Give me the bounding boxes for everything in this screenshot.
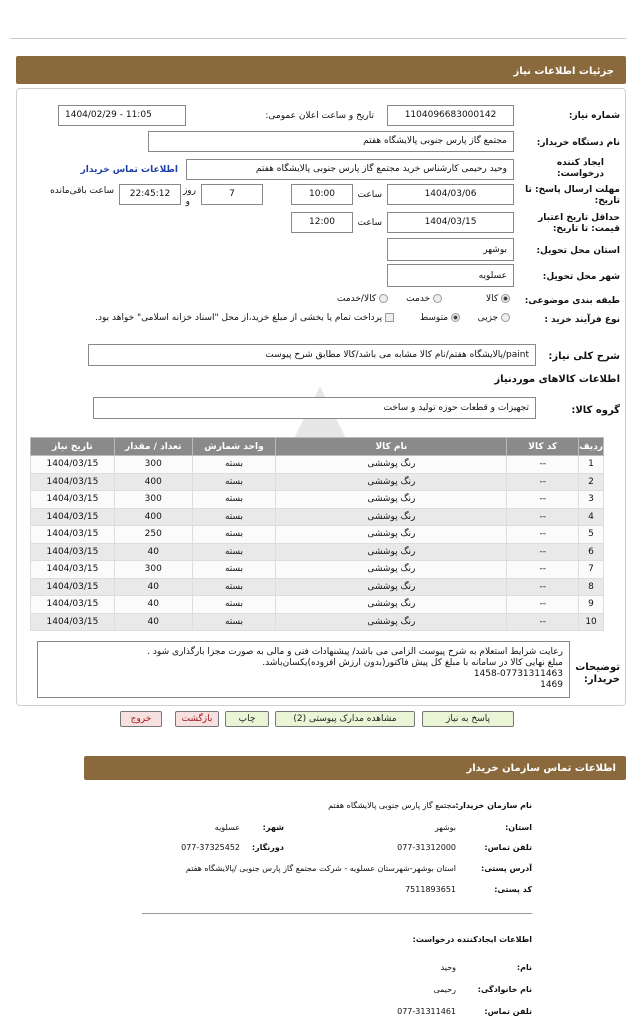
row-number-cell: 9 xyxy=(579,596,604,614)
unit-cell: بسته xyxy=(192,613,276,631)
item-name-cell: رنگ پوششی xyxy=(276,491,507,509)
col-date-header: تاریخ نیاز xyxy=(31,438,115,456)
price-validity-label: حداقل تاریخ اعتبار قیمت: تا تاریخ: xyxy=(538,213,620,234)
table-row xyxy=(31,526,604,544)
item-code-cell: -- xyxy=(507,473,579,491)
unit-cell: بسته xyxy=(192,543,276,561)
row-number-cell: 1 xyxy=(579,456,604,474)
days-label: روز xyxy=(182,186,196,196)
buyer-notes-line: رعایت شرایط استعلام به شرح پیوست الزامی می باشد/ پیشنهادات فنی و مالی به صورت مجزا بارگذاری شود . xyxy=(147,647,563,657)
contact-province-value: بوشهر xyxy=(434,823,456,832)
item-code-cell: -- xyxy=(507,491,579,509)
items-table-body xyxy=(31,456,604,631)
need-date-cell: 1404/03/15 xyxy=(31,561,115,579)
radio-icon xyxy=(433,294,442,303)
creator-phone-value: 077-31311461 xyxy=(397,1007,456,1016)
unit-cell: بسته xyxy=(192,456,276,474)
creator-name-label: نام: xyxy=(516,963,532,972)
col-unit-header: واحد شمارش xyxy=(192,438,276,456)
table-row xyxy=(31,508,604,526)
contact-province-label: استان: xyxy=(505,823,532,832)
creator-name-value: وحید xyxy=(440,963,456,972)
and-label: و xyxy=(185,197,190,207)
item-code-cell: -- xyxy=(507,456,579,474)
quantity-cell: 40 xyxy=(114,543,192,561)
city-label: شهر محل تحویل: xyxy=(542,272,620,282)
reply-deadline-label: مهلت ارسال پاسخ: تا تاریخ: xyxy=(525,185,620,206)
contact-city-value: عسلویه xyxy=(214,823,240,832)
buyer-contact-header: اطلاعات تماس سازمان خریدار xyxy=(84,756,626,780)
item-code-cell: -- xyxy=(507,596,579,614)
item-code-cell: -- xyxy=(507,543,579,561)
city-value: عسلویه xyxy=(387,264,514,287)
unit-cell: بسته xyxy=(192,596,276,614)
quantity-cell: 40 xyxy=(114,578,192,596)
row-number-cell: 4 xyxy=(579,508,604,526)
item-name-cell: رنگ پوششی xyxy=(276,473,507,491)
table-row xyxy=(31,473,604,491)
remaining-label: ساعت باقی‌مانده xyxy=(50,186,114,196)
quantity-cell: 40 xyxy=(114,596,192,614)
announce-datetime-value: 1404/02/29 - 11:05 xyxy=(58,105,186,126)
need-date-cell: 1404/03/15 xyxy=(31,596,115,614)
col-qty-header: تعداد / مقدار xyxy=(114,438,192,456)
item-name-cell: رنگ پوششی xyxy=(276,456,507,474)
category-radio-goods[interactable]: کالا xyxy=(486,294,510,304)
quantity-cell: 300 xyxy=(114,561,192,579)
unit-cell: بسته xyxy=(192,561,276,579)
need-date-cell: 1404/03/15 xyxy=(31,613,115,631)
validity-date-value: 1404/03/15 xyxy=(387,212,514,233)
col-code-header: کد کالا xyxy=(507,438,579,456)
table-row xyxy=(31,596,604,614)
table-row xyxy=(31,491,604,509)
reply-time-value: 10:00 xyxy=(291,184,353,205)
contact-city-label: شهر: xyxy=(262,823,284,832)
table-row xyxy=(31,456,604,474)
province-value: بوشهر xyxy=(387,238,514,261)
province-label: استان محل تحویل: xyxy=(536,246,620,256)
contact-postal-value: 7511893651 xyxy=(405,885,456,894)
item-code-cell: -- xyxy=(507,508,579,526)
unit-cell: بسته xyxy=(192,578,276,596)
contact-fax-value: 077-37325452 xyxy=(181,843,240,852)
buyer-notes-label: توضیحات خریدار: xyxy=(575,662,620,685)
goods-group-label: گروه کالا: xyxy=(571,405,620,416)
back-button[interactable]: بازگشت xyxy=(175,711,219,727)
category-radio-service[interactable]: خدمت xyxy=(406,294,442,304)
need-date-cell: 1404/03/15 xyxy=(31,526,115,544)
row-number-cell: 8 xyxy=(579,578,604,596)
row-number-cell: 10 xyxy=(579,613,604,631)
buyer-notes-box xyxy=(37,641,570,698)
item-code-cell: -- xyxy=(507,613,579,631)
announce-time: 11:05 xyxy=(125,110,152,120)
checkbox-icon xyxy=(385,313,394,322)
process-radio-medium[interactable]: متوسط xyxy=(420,313,460,323)
item-name-cell: رنگ پوششی xyxy=(276,508,507,526)
radio-icon xyxy=(379,294,388,303)
buyer-contact-link[interactable]: اطلاعات تماس خریدار xyxy=(80,165,178,175)
quantity-cell: 400 xyxy=(114,473,192,491)
quantity-cell: 300 xyxy=(114,456,192,474)
item-code-cell: -- xyxy=(507,526,579,544)
quantity-cell: 40 xyxy=(114,613,192,631)
page-header: جزئیات اطلاعات نیاز xyxy=(16,56,626,84)
contact-phone-label: تلفن تماس: xyxy=(484,843,532,852)
quantity-cell: 400 xyxy=(114,508,192,526)
announce-datetime-label: تاریخ و ساعت اعلان عمومی: xyxy=(265,111,374,121)
need-date-cell: 1404/03/15 xyxy=(31,543,115,561)
creator-family-label: نام خانوادگی: xyxy=(477,985,532,994)
row-number-cell: 2 xyxy=(579,473,604,491)
contact-org-value: مجتمع گاز پارس جنوبی پالایشگاه هفتم xyxy=(328,801,456,810)
table-row xyxy=(31,613,604,631)
quantity-cell: 300 xyxy=(114,491,192,509)
goods-group-value: تجهیزات و قطعات حوزه تولید و ساخت xyxy=(93,397,536,419)
contact-address-value: استان بوشهر-شهرستان عسلویه - شرکت مجتمع گاز پارس جنوبی /پالایشگاه هفتم xyxy=(185,864,456,873)
contact-divider xyxy=(142,913,532,914)
item-code-cell: -- xyxy=(507,561,579,579)
reply-date-value: 1404/03/06 xyxy=(387,184,514,205)
row-number-cell: 3 xyxy=(579,491,604,509)
reply-time-label: ساعت xyxy=(357,190,382,200)
announce-date: 1404/02/29 xyxy=(65,110,117,120)
buyer-notes-line: 1458-07731311463 xyxy=(473,669,563,679)
time-left-value: 22:45:12 xyxy=(119,184,181,205)
table-row xyxy=(31,578,604,596)
summary-value: paint/پالایشگاه هفتم/نام کالا مشابه می باشد/کالا مطابق شرح پیوست xyxy=(88,344,536,366)
item-name-cell: رنگ پوششی xyxy=(276,578,507,596)
process-type-label: نوع فرآیند خرید : xyxy=(544,315,620,325)
category-label: طبقه بندی موضوعی: xyxy=(524,296,620,306)
radio-selected-icon xyxy=(501,294,510,303)
item-name-cell: رنگ پوششی xyxy=(276,613,507,631)
need-date-cell: 1404/03/15 xyxy=(31,491,115,509)
unit-cell: بسته xyxy=(192,526,276,544)
need-date-cell: 1404/03/15 xyxy=(31,473,115,491)
treasury-checkbox[interactable]: پرداخت تمام یا بخشی از مبلغ خرید،از محل "اسناد خزانه اسلامی" خواهد بود. xyxy=(95,313,394,323)
creator-phone-label: تلفن تماس: xyxy=(484,1007,532,1016)
unit-cell: بسته xyxy=(192,473,276,491)
need-date-cell: 1404/03/15 xyxy=(31,508,115,526)
items-table-wrapper xyxy=(30,437,604,631)
radio-icon xyxy=(501,313,510,322)
buyer-org-value: مجتمع گاز پارس جنوبی پالایشگاه هفتم xyxy=(148,131,514,152)
view-attachments-button[interactable]: مشاهده مدارک پیوستی (2) xyxy=(275,711,415,727)
need-number-label: شماره نیاز: xyxy=(568,111,620,121)
radio-selected-icon xyxy=(451,313,460,322)
contact-fax-label: دورنگار: xyxy=(251,843,284,852)
contact-postal-label: کد پستی: xyxy=(494,885,532,894)
item-name-cell: رنگ پوششی xyxy=(276,596,507,614)
need-date-cell: 1404/03/15 xyxy=(31,578,115,596)
exit-button[interactable]: خروج xyxy=(120,711,162,727)
reply-button[interactable]: پاسخ به نیاز xyxy=(422,711,514,727)
need-date-cell: 1404/03/15 xyxy=(31,456,115,474)
requester-label: ایجاد کننده درخواست: xyxy=(556,158,604,179)
need-number-value: 1104096683000142 xyxy=(387,105,514,126)
buyer-notes-line: 1469 xyxy=(540,680,563,690)
item-name-cell: رنگ پوششی xyxy=(276,543,507,561)
creator-family-value: رحیمی xyxy=(433,985,456,994)
creator-info-heading: اطلاعات ایجادکننده درخواست: xyxy=(412,935,532,944)
category-radio-goods-service[interactable]: کالا/خدمت xyxy=(337,294,388,304)
buyer-org-label: نام دستگاه خریدار: xyxy=(536,138,620,148)
items-table xyxy=(30,437,604,631)
buyer-notes-line: مبلغ نهایی کالا در سامانه با مبلغ کل پیش فاکتور(بدون ارزش افزوده)یکسان‌باشد. xyxy=(262,658,563,668)
items-table-header-row xyxy=(31,438,604,456)
row-number-cell: 6 xyxy=(579,543,604,561)
days-left-value: 7 xyxy=(201,184,263,205)
col-row-header: ردیف xyxy=(579,438,604,456)
row-number-cell: 7 xyxy=(579,561,604,579)
print-button[interactable]: چاپ xyxy=(225,711,269,727)
process-radio-minor[interactable]: جزیی xyxy=(478,313,510,323)
unit-cell: بسته xyxy=(192,491,276,509)
validity-time-label: ساعت xyxy=(357,218,382,228)
contact-address-label: آدرس پستی: xyxy=(481,864,532,873)
row-number-cell: 5 xyxy=(579,526,604,544)
requester-value: وحید رحیمی کارشناس خرید مجتمع گاز پارس جنوبی پالایشگاه هفتم xyxy=(186,159,514,180)
table-row xyxy=(31,561,604,579)
col-name-header: نام کالا xyxy=(276,438,507,456)
contact-phone-value: 077-31312000 xyxy=(397,843,456,852)
top-divider xyxy=(10,38,626,39)
table-row xyxy=(31,543,604,561)
contact-org-label: نام سازمان خریدار: xyxy=(455,801,532,810)
quantity-cell: 250 xyxy=(114,526,192,544)
unit-cell: بسته xyxy=(192,508,276,526)
validity-time-value: 12:00 xyxy=(291,212,353,233)
goods-info-heading: اطلاعات کالاهای موردنیاز xyxy=(494,374,620,385)
item-name-cell: رنگ پوششی xyxy=(276,526,507,544)
summary-label: شرح کلی نیاز: xyxy=(548,351,620,362)
item-name-cell: رنگ پوششی xyxy=(276,561,507,579)
item-code-cell: -- xyxy=(507,578,579,596)
